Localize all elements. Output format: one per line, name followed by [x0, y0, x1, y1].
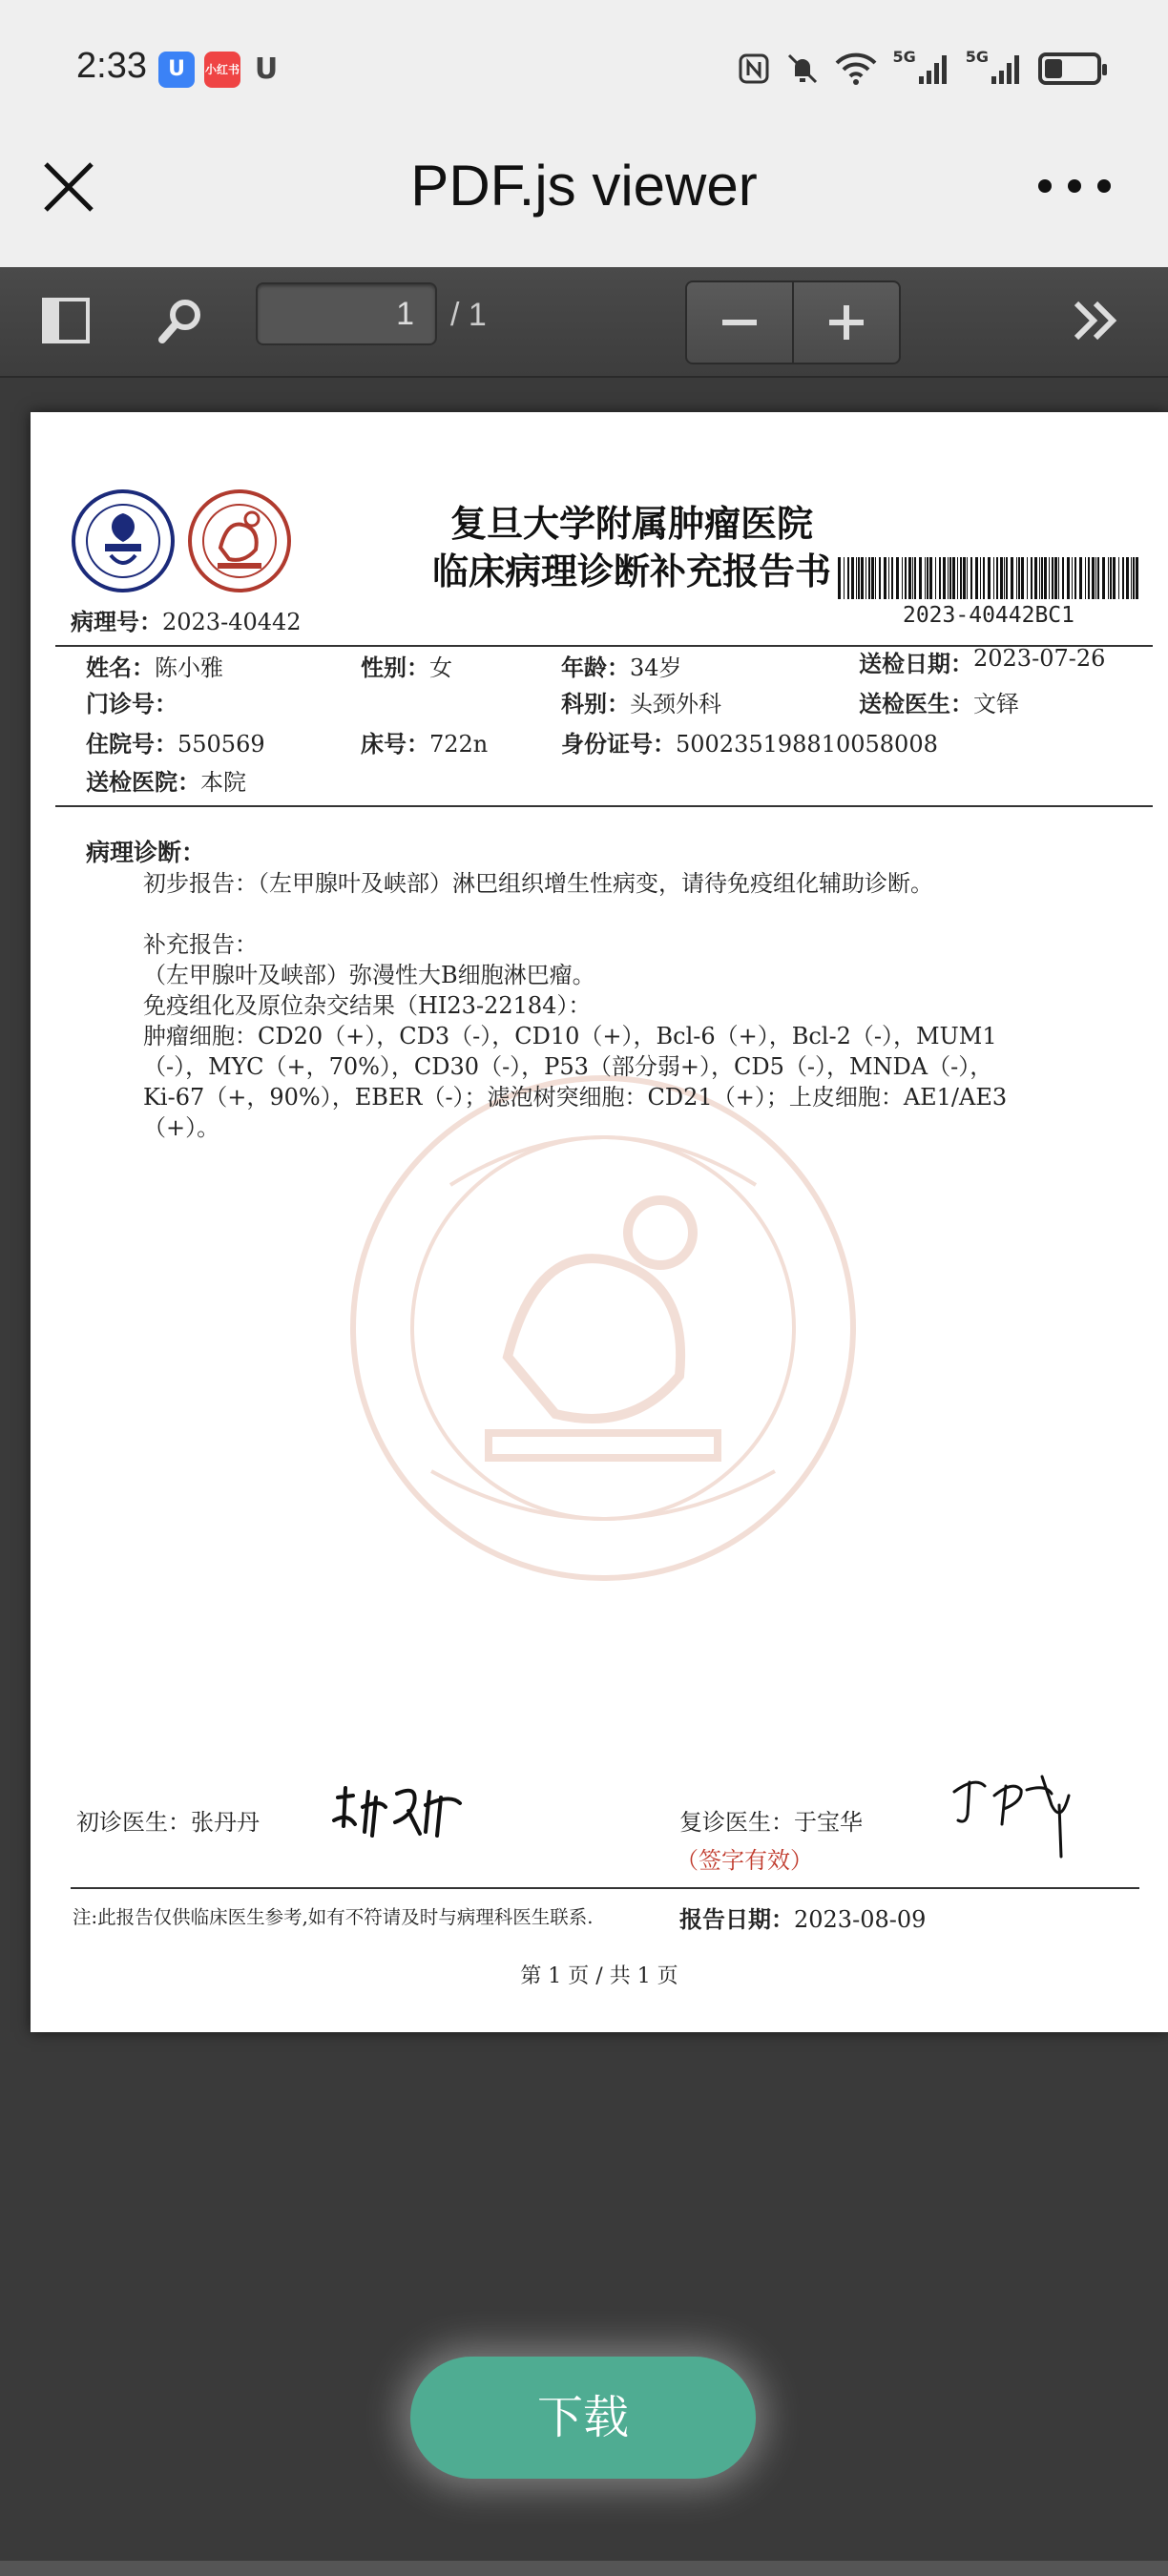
barcode-bar: [939, 557, 941, 599]
barcode-bar: [1021, 557, 1024, 599]
barcode-bar: [1079, 557, 1082, 599]
review-doctor-label: 复诊医生：: [679, 1809, 794, 1836]
mute-icon: [785, 52, 820, 86]
barcode-bar: [914, 557, 916, 599]
diagnosis-line: 补充报告：: [143, 931, 258, 958]
id-value: 500235198810058008: [676, 731, 938, 758]
barcode-bar: [1062, 557, 1064, 599]
barcode-bar: [861, 557, 864, 599]
patient-sex: [361, 649, 452, 682]
patient-sex-value: 女: [429, 654, 452, 681]
barcode-bar: [1027, 557, 1028, 599]
barcode-bar: [858, 557, 860, 599]
case-number: [71, 603, 302, 636]
divider: [71, 1887, 1139, 1889]
barcode-bar: [1133, 557, 1135, 599]
barcode-bar: [1136, 557, 1138, 599]
document-title: [365, 500, 899, 595]
report-type: 临床病理诊断补充报告书: [431, 550, 831, 592]
battery-level: [1045, 59, 1062, 78]
diagnosis-line: （+）。: [143, 1114, 220, 1141]
barcode-bar: [1016, 557, 1017, 599]
hospital-name: 复旦大学附属肿瘤医院: [449, 502, 813, 545]
barcode-bar: [1097, 557, 1099, 599]
id-label: 身份证号：: [561, 731, 676, 758]
tools-button[interactable]: [1071, 294, 1128, 351]
barcode-bar: [875, 557, 876, 599]
app-notification-icon: U: [158, 52, 195, 88]
network-badge-2: 5G: [965, 48, 989, 66]
barcode-bar: [856, 557, 857, 599]
barcode-text: 2023-40442BC1: [902, 603, 1074, 628]
barcode-bar: [943, 557, 946, 599]
barcode-bar: [963, 557, 966, 599]
bed-value: 722n: [429, 731, 489, 758]
patient-name: [86, 649, 223, 682]
signature-valid-note: （签字有效）: [676, 1847, 813, 1874]
fudan-cancer-hospital-logo: [71, 488, 176, 593]
zoom-in-icon: [827, 303, 866, 342]
patient-sex-label: 性别：: [361, 654, 429, 681]
barcode-bar: [1006, 557, 1008, 599]
sidebar-toggle-icon: [40, 294, 94, 347]
barcode-bar: [1074, 557, 1076, 599]
initial-doctor-signature: [326, 1778, 479, 1845]
outpatient-number: [86, 685, 177, 718]
sidebar-toggle-button[interactable]: [40, 294, 97, 351]
case-number-label: 病理号：: [71, 609, 162, 635]
nfc-icon: [738, 52, 770, 85]
barcode: [838, 557, 1139, 599]
search-button[interactable]: [155, 294, 212, 351]
submit-doctor: [859, 685, 1019, 718]
barcode-bar: [1034, 557, 1037, 599]
bed-label: 床号：: [361, 731, 429, 758]
zoom-in-button[interactable]: [792, 282, 899, 363]
wifi-icon: [835, 52, 877, 86]
barcode-bar: [1031, 557, 1032, 599]
barcode-bar: [952, 557, 955, 599]
barcode-bar: [1000, 557, 1003, 599]
barcode-bar: [927, 557, 928, 599]
barcode-bar: [993, 557, 994, 599]
barcode-bar: [1110, 557, 1112, 599]
zoom-out-icon: [720, 303, 759, 342]
barcode-bar: [949, 557, 951, 599]
status-bar: [0, 0, 1168, 134]
barcode-bar: [1004, 557, 1005, 599]
barcode-bar: [996, 557, 998, 599]
barcode-bar: [1108, 557, 1109, 599]
network-badge: 5G: [892, 48, 916, 66]
patient-age-value: 34岁: [630, 654, 682, 681]
department-value: 头颈外科: [630, 691, 721, 717]
barcode-bar: [1018, 557, 1020, 599]
battery-icon: [1038, 52, 1101, 85]
barcode-bar: [1085, 557, 1086, 599]
review-doctor-signature: [947, 1767, 1090, 1862]
barcode-bar: [983, 557, 985, 599]
barcode-bar: [1067, 557, 1070, 599]
pathology-department-logo: [187, 488, 292, 593]
download-button[interactable]: 下载: [410, 2357, 756, 2479]
department-label: 科别：: [561, 691, 630, 717]
barcode-bar: [879, 557, 881, 599]
divider: [55, 805, 1153, 807]
diagnosis-line: （左甲腺叶及峡部）弥漫性大B细胞淋巴瘤。: [143, 962, 595, 988]
barcode-bar: [844, 557, 845, 599]
case-number-value: 2023-40442: [162, 609, 302, 635]
bed-number: [361, 725, 488, 758]
barcode-bar: [1118, 557, 1119, 599]
diagnosis-title: 病理诊断：: [86, 839, 206, 866]
barcode-bar: [925, 557, 926, 599]
barcode-bar: [912, 557, 913, 599]
patient-age-label: 年龄：: [561, 654, 630, 681]
diagnosis-line: 肿瘤细胞：CD20（+），CD3（-），CD10（+），Bcl-6（+），Bcl-2（-），MUM1: [143, 1023, 997, 1049]
bottom-scroll-strip: [0, 2561, 1168, 2576]
diagnosis-line: Ki-67（+，90%），EBER（-）；滤泡树突细胞：CD21（+）；上皮细胞：AE1/AE3: [143, 1084, 1008, 1111]
barcode-bar: [1039, 557, 1040, 599]
barcode-bar: [908, 557, 911, 599]
barcode-bar: [960, 557, 962, 599]
zoom-out-button[interactable]: [687, 282, 792, 363]
submit-hospital: [86, 763, 246, 797]
barcode-bar: [868, 557, 870, 599]
barcode-bar: [948, 557, 949, 599]
barcode-bar: [919, 557, 922, 599]
barcode-bar: [1102, 557, 1105, 599]
barcode-bar: [1041, 557, 1043, 599]
patient-age: [561, 649, 682, 682]
submit-doctor-label: 送检医生：: [859, 691, 973, 717]
page-footer: 第 1 页 / 共 1 页: [520, 1964, 678, 1988]
barcode-bar: [871, 557, 874, 599]
review-doctor: [679, 1803, 863, 1837]
barcode-bar: [929, 557, 932, 599]
submit-doctor-value: 文铎: [973, 691, 1019, 717]
patient-name-value: 陈小雅: [155, 654, 223, 681]
barcode-bar: [902, 557, 903, 599]
barcode-bar: [905, 557, 907, 599]
status-time: 2:33: [76, 46, 147, 86]
barcode-bar: [1122, 557, 1124, 599]
barcode-bar: [847, 557, 849, 599]
barcode-bar: [1011, 557, 1013, 599]
more-icon-dot: [1097, 179, 1111, 193]
initial-doctor-value: 张丹丹: [191, 1809, 260, 1836]
submit-date-label: 送检日期：: [859, 651, 973, 677]
id-number: [561, 725, 938, 758]
report-date-label: 报告日期：: [679, 1906, 794, 1933]
app-bar: [0, 134, 1168, 267]
page-title: PDF.js viewer: [410, 154, 758, 218]
signal-icon: [918, 52, 950, 86]
pdf-page: [31, 412, 1168, 2032]
report-date: [679, 1901, 926, 1934]
barcode-bar: [1054, 557, 1057, 599]
barcode-bar: [1044, 557, 1047, 599]
diagnosis-line: （-），MYC（+，70%），CD30（-），P53（部分弱+），CD5（-），MNDA（-），: [143, 1053, 993, 1080]
barcode-bar: [967, 557, 968, 599]
barcode-bar: [1072, 557, 1073, 599]
inpatient-value: 550569: [177, 731, 265, 758]
initial-doctor-label: 初诊医生：: [76, 1809, 191, 1836]
barcode-bar: [1058, 557, 1059, 599]
tools-icon: [1071, 294, 1124, 347]
barcode-bar: [884, 557, 886, 599]
more-icon-dot: [1068, 179, 1081, 193]
inpatient-label: 住院号：: [86, 731, 177, 758]
barcode-bar: [1092, 557, 1095, 599]
barcode-bar: [988, 557, 991, 599]
page-number-input[interactable]: 1: [256, 282, 437, 345]
barcode-bar: [1095, 557, 1096, 599]
barcode-bar: [1131, 557, 1132, 599]
page-count: / 1: [450, 297, 487, 333]
outpatient-label: 门诊号：: [86, 691, 177, 717]
barcode-bar: [1052, 557, 1053, 599]
barcode-bar: [935, 557, 936, 599]
patient-name-label: 姓名：: [86, 654, 155, 681]
pathology-seal-watermark: [345, 1070, 861, 1586]
barcode-bar: [1113, 557, 1116, 599]
barcode-bar: [851, 557, 854, 599]
diagnosis-line: 初步报告：（左甲腺叶及峡部）淋巴组织增生性病变，请待免疫组化辅助诊断。: [143, 870, 933, 897]
xiaohongshu-notification-icon: 小红书: [204, 52, 240, 88]
department: [561, 685, 721, 718]
more-icon-dot: [1038, 179, 1052, 193]
report-date-value: 2023-08-09: [794, 1906, 927, 1933]
barcode-bar: [896, 557, 899, 599]
submit-hospital-value: 本院: [200, 769, 246, 796]
barcode-bar: [838, 557, 841, 599]
barcode-bar: [975, 557, 978, 599]
more-options-button[interactable]: [1038, 172, 1111, 200]
submit-date-value: 2023-07-26: [973, 645, 1106, 672]
app-notification-icon-2: U: [254, 52, 279, 86]
zoom-controls: [685, 280, 901, 364]
pdf-toolbar: [0, 267, 1168, 378]
inpatient-number: [86, 725, 265, 758]
submit-hospital-label: 送检医院：: [86, 769, 200, 796]
barcode-bar: [1126, 557, 1129, 599]
search-icon: [155, 294, 208, 347]
barcode-bar: [1049, 557, 1050, 599]
review-doctor-value: 于宝华: [794, 1809, 863, 1836]
footer-note: 注:此报告仅供临床医生参考,如有不符请及时与病理科医生联系.: [73, 1906, 594, 1928]
barcode-bar: [891, 557, 893, 599]
status-icons: [738, 48, 1101, 90]
initial-doctor: [76, 1803, 260, 1837]
submit-date: [859, 645, 1105, 678]
signal-icon-2: [991, 52, 1023, 86]
barcode-bar: [957, 557, 958, 599]
barcode-bar: [980, 557, 981, 599]
barcode-bar: [888, 557, 889, 599]
barcode-bar: [1088, 557, 1090, 599]
diagnosis-line: 免疫组化及原位杂交结果（HI23-22184）：: [143, 992, 592, 1019]
barcode-bar: [970, 557, 972, 599]
